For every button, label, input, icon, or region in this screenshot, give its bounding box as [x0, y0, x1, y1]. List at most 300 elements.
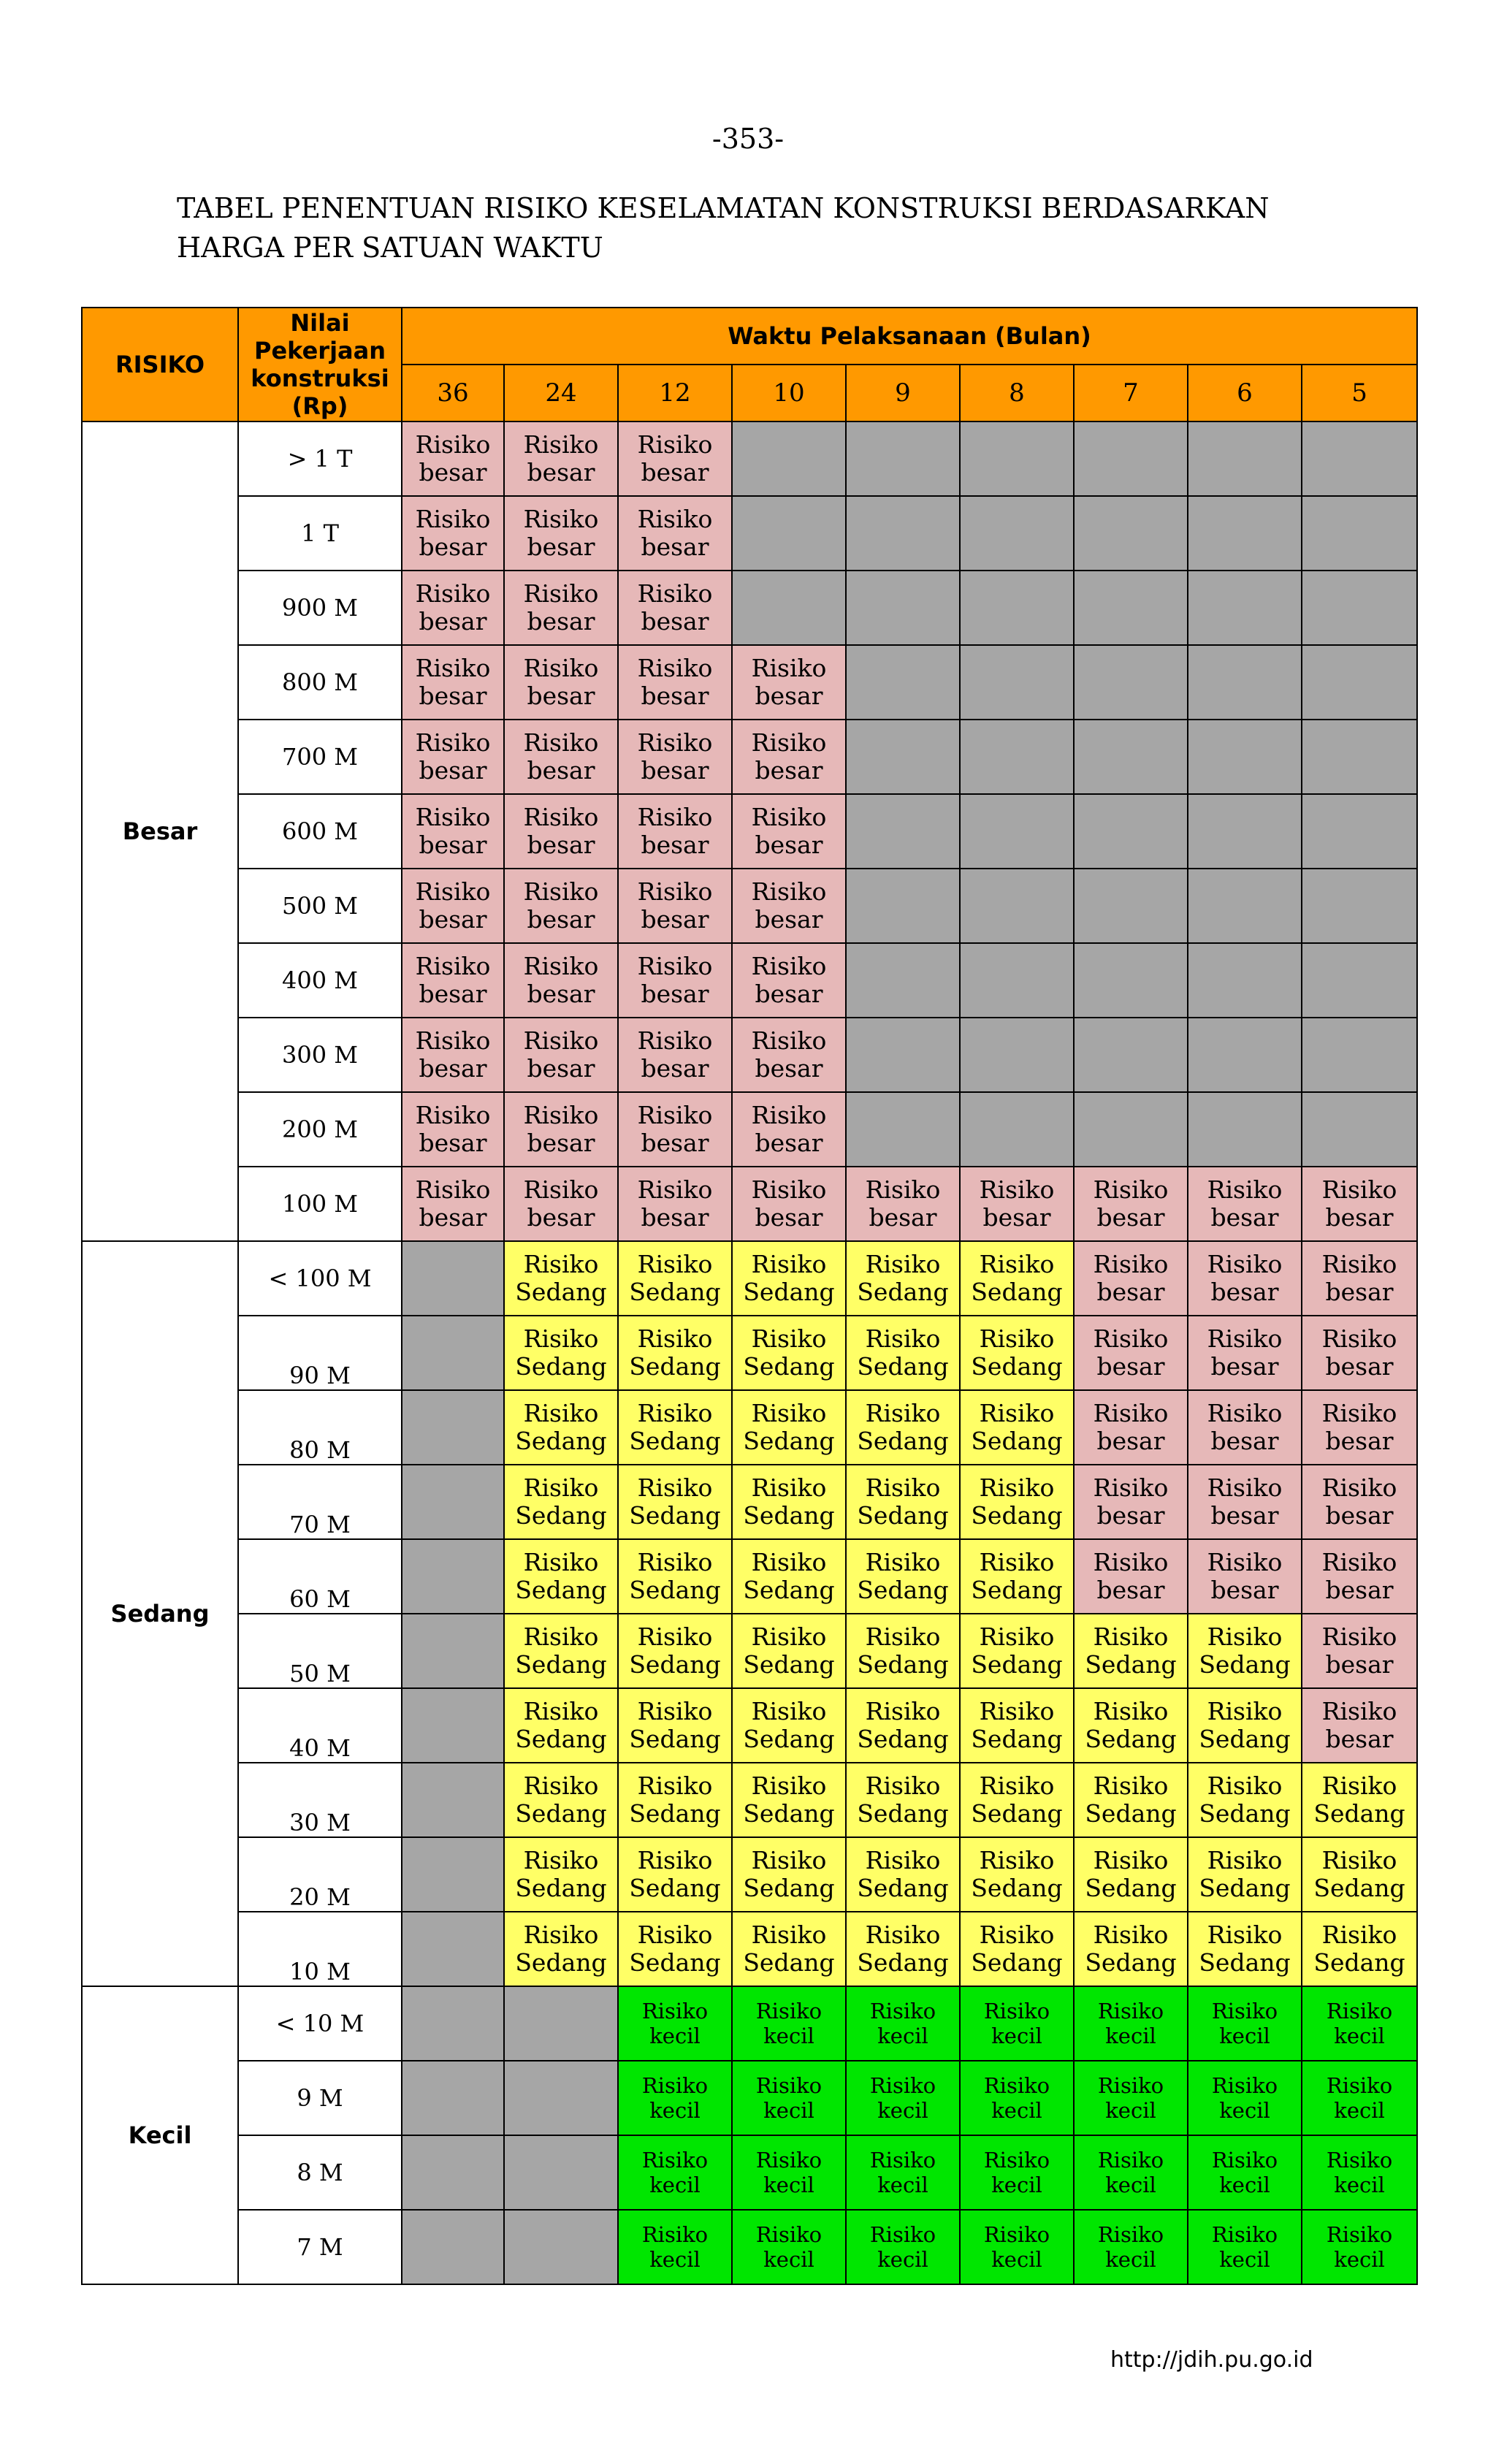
risk-cell-sedang: [846, 1912, 960, 1986]
empty-cell: [1188, 1018, 1302, 1092]
risk-cell-kecil: [1074, 2135, 1188, 2210]
risk-cell-label: Risiko besar: [523, 430, 599, 487]
risk-cell-sedang: [1074, 1912, 1188, 1986]
risk-cell-label: Risiko Sedang: [629, 1473, 721, 1530]
risk-cell-besar: [618, 645, 732, 720]
empty-cell: [1302, 1018, 1417, 1092]
risk-cell-label: Risiko besar: [637, 728, 713, 785]
empty-cell: [1188, 794, 1302, 869]
risk-cell-besar: [1188, 1390, 1302, 1465]
header-month: 5: [1302, 365, 1417, 422]
risk-cell-sedang: [846, 1614, 960, 1688]
table-row: [82, 1241, 1417, 1316]
risk-cell-label: Risiko kecil: [1326, 2148, 1393, 2197]
empty-cell: [960, 794, 1074, 869]
risk-cell-label: Risiko besar: [751, 654, 827, 710]
risk-category-sedang: Sedang: [82, 1241, 238, 1986]
empty-cell: [732, 496, 846, 571]
risk-cell-kecil: [846, 1986, 960, 2061]
risk-cell-kecil: [1188, 2135, 1302, 2210]
risk-cell-besar: [1302, 1688, 1417, 1763]
nilai-pekerjaan-cell: 70 M: [238, 1465, 402, 1539]
risk-cell-label: Risiko Sedang: [515, 1399, 607, 1455]
risk-cell-label: Risiko Sedang: [857, 1399, 949, 1455]
table-row: [82, 422, 1417, 496]
risk-cell-besar: [1302, 1465, 1417, 1539]
table-row: [82, 1465, 1417, 1539]
empty-cell: [504, 1986, 618, 2061]
risk-cell-label: Risiko besar: [751, 1175, 827, 1232]
risk-cell-label: Risiko Sedang: [857, 1771, 949, 1828]
risk-cell-sedang: [960, 1837, 1074, 1912]
nilai-pekerjaan-cell: 8 M: [238, 2135, 402, 2210]
risk-cell-label: Risiko Sedang: [971, 1846, 1063, 1902]
empty-cell: [1302, 943, 1417, 1018]
risk-cell-kecil: [960, 2135, 1074, 2210]
risk-cell-besar: [732, 869, 846, 943]
empty-cell: [1074, 645, 1188, 720]
risk-cell-sedang: [960, 1316, 1074, 1390]
risk-cell-label: Risiko besar: [1207, 1548, 1283, 1604]
risk-cell-kecil: [732, 1986, 846, 2061]
risk-cell-besar: [1074, 1465, 1188, 1539]
risk-cell-besar: [1188, 1167, 1302, 1241]
risk-cell-label: Risiko Sedang: [1199, 1697, 1291, 1753]
risk-cell-besar: [504, 571, 618, 645]
risk-cell-sedang: [960, 1465, 1074, 1539]
risk-cell-label: Risiko kecil: [1326, 2073, 1393, 2123]
risk-cell-besar: [1302, 1167, 1417, 1241]
risk-cell-label: Risiko besar: [523, 877, 599, 934]
empty-cell: [1302, 645, 1417, 720]
risk-cell-label: Risiko Sedang: [743, 1697, 835, 1753]
risk-cell-sedang: [846, 1688, 960, 1763]
nilai-pekerjaan-cell: 100 M: [238, 1167, 402, 1241]
risk-cell-label: Risiko besar: [1093, 1175, 1169, 1232]
empty-cell: [846, 943, 960, 1018]
risk-cell-label: Risiko kecil: [983, 1999, 1050, 2048]
risk-cell-label: Risiko besar: [1207, 1175, 1283, 1232]
empty-cell: [846, 571, 960, 645]
risk-cell-label: Risiko kecil: [641, 2148, 709, 2197]
risk-cell-label: Risiko Sedang: [1085, 1697, 1177, 1753]
risk-cell-sedang: [960, 1763, 1074, 1837]
risk-cell-sedang: [504, 1465, 618, 1539]
risk-cell-sedang: [504, 1837, 618, 1912]
risk-cell-besar: [402, 422, 504, 496]
empty-cell: [504, 2135, 618, 2210]
risk-cell-label: Risiko besar: [523, 1175, 599, 1232]
table-row: [82, 1092, 1417, 1167]
risk-cell-besar: [732, 1018, 846, 1092]
empty-cell: [846, 794, 960, 869]
risk-cell-sedang: [618, 1837, 732, 1912]
table-row: [82, 496, 1417, 571]
table-row: [82, 1688, 1417, 1763]
risk-cell-kecil: [732, 2135, 846, 2210]
empty-cell: [1188, 943, 1302, 1018]
nilai-pekerjaan-cell: 10 M: [238, 1912, 402, 1986]
risk-cell-label: Risiko Sedang: [1085, 1771, 1177, 1828]
empty-cell: [732, 422, 846, 496]
risk-cell-besar: [732, 1167, 846, 1241]
risk-cell-label: Risiko Sedang: [515, 1771, 607, 1828]
risk-cell-besar: [504, 1167, 618, 1241]
empty-cell: [402, 1539, 504, 1614]
risk-cell-besar: [504, 794, 618, 869]
risk-cell-label: Risiko besar: [637, 654, 713, 710]
risk-cell-label: Risiko besar: [637, 579, 713, 636]
table-row: [82, 1837, 1417, 1912]
risk-cell-label: Risiko besar: [523, 654, 599, 710]
empty-cell: [1302, 720, 1417, 794]
header-month: 10: [732, 365, 846, 422]
risk-cell-kecil: [1302, 2210, 1417, 2284]
risk-cell-label: Risiko besar: [637, 803, 713, 859]
table-row: [82, 2210, 1417, 2284]
empty-cell: [846, 422, 960, 496]
risk-cell-label: Risiko Sedang: [971, 1771, 1063, 1828]
nilai-pekerjaan-cell: 80 M: [238, 1390, 402, 1465]
risk-cell-label: Risiko kecil: [869, 2148, 936, 2197]
nilai-pekerjaan-cell: 700 M: [238, 720, 402, 794]
risk-cell-label: Risiko Sedang: [857, 1250, 949, 1306]
nilai-pekerjaan-cell: < 10 M: [238, 1986, 402, 2061]
risk-cell-sedang: [1302, 1912, 1417, 1986]
risk-cell-besar: [1074, 1316, 1188, 1390]
nilai-pekerjaan-cell: 400 M: [238, 943, 402, 1018]
risk-cell-besar: [504, 645, 618, 720]
table-row: [82, 869, 1417, 943]
risk-cell-sedang: [1302, 1837, 1417, 1912]
risk-cell-sedang: [504, 1688, 618, 1763]
risk-cell-label: Risiko besar: [637, 1026, 713, 1083]
empty-cell: [402, 2210, 504, 2284]
risk-cell-label: Risiko Sedang: [515, 1697, 607, 1753]
header-nilai-pekerjaan: Nilai Pekerjaan konstruksi (Rp): [238, 308, 402, 422]
risk-cell-label: Risiko besar: [1093, 1250, 1169, 1306]
empty-cell: [1302, 794, 1417, 869]
risk-cell-sedang: [504, 1316, 618, 1390]
risk-cell-sedang: [1074, 1837, 1188, 1912]
risk-cell-besar: [618, 943, 732, 1018]
risk-cell-label: Risiko Sedang: [743, 1622, 835, 1679]
risk-cell-besar: [732, 645, 846, 720]
risk-cell-label: Risiko besar: [523, 728, 599, 785]
risk-cell-besar: [618, 1018, 732, 1092]
risk-cell-besar: [618, 869, 732, 943]
title-line-2: HARGA PER SATUAN WAKTU: [177, 232, 603, 264]
risk-cell-kecil: [732, 2061, 846, 2135]
risk-cell-label: Risiko besar: [415, 1101, 491, 1157]
risk-cell-label: Risiko besar: [637, 505, 713, 561]
risk-cell-label: Risiko kecil: [755, 2073, 823, 2123]
empty-cell: [1074, 571, 1188, 645]
risk-cell-label: Risiko besar: [1321, 1548, 1397, 1604]
table-row: [82, 1763, 1417, 1837]
empty-cell: [402, 2061, 504, 2135]
risk-cell-sedang: [504, 1614, 618, 1688]
risk-cell-label: Risiko Sedang: [629, 1771, 721, 1828]
nilai-pekerjaan-cell: 9 M: [238, 2061, 402, 2135]
risk-cell-label: Risiko Sedang: [1085, 1622, 1177, 1679]
risk-cell-label: Risiko Sedang: [629, 1548, 721, 1604]
risk-cell-label: Risiko besar: [1093, 1548, 1169, 1604]
empty-cell: [1074, 1018, 1188, 1092]
risk-cell-label: Risiko Sedang: [857, 1473, 949, 1530]
risk-cell-besar: [618, 571, 732, 645]
risk-cell-label: Risiko besar: [415, 505, 491, 561]
risk-cell-besar: [618, 496, 732, 571]
risk-cell-label: Risiko Sedang: [629, 1622, 721, 1679]
risk-cell-kecil: [1302, 1986, 1417, 2061]
risk-cell-label: Risiko besar: [415, 579, 491, 636]
risk-cell-sedang: [504, 1241, 618, 1316]
risk-cell-besar: [1302, 1539, 1417, 1614]
page-number: -353-: [711, 123, 785, 155]
risk-cell-besar: [1074, 1241, 1188, 1316]
risk-cell-besar: [732, 794, 846, 869]
risk-cell-label: Risiko Sedang: [1085, 1846, 1177, 1902]
empty-cell: [1188, 571, 1302, 645]
risk-cell-kecil: [1188, 1986, 1302, 2061]
risk-cell-sedang: [846, 1316, 960, 1390]
table-row: [82, 1539, 1417, 1614]
risk-cell-sedang: [732, 1688, 846, 1763]
risk-cell-label: Risiko kecil: [1097, 2222, 1164, 2272]
risk-cell-label: Risiko Sedang: [857, 1324, 949, 1381]
risk-category-kecil: Kecil: [82, 1986, 238, 2284]
risk-cell-kecil: [1074, 1986, 1188, 2061]
risk-cell-sedang: [846, 1390, 960, 1465]
table-row: [82, 2061, 1417, 2135]
risk-cell-label: Risiko besar: [415, 803, 491, 859]
title-line-1: TABEL PENENTUAN RISIKO KESELAMATAN KONSTRUKSI BERDASARKAN: [177, 192, 1270, 224]
risk-cell-besar: [1302, 1390, 1417, 1465]
risk-cell-besar: [1074, 1390, 1188, 1465]
risk-cell-label: Risiko Sedang: [857, 1622, 949, 1679]
risk-cell-sedang: [618, 1763, 732, 1837]
risk-cell-sedang: [1188, 1763, 1302, 1837]
risk-cell-label: Risiko Sedang: [629, 1846, 721, 1902]
risk-cell-label: Risiko besar: [523, 952, 599, 1008]
risk-cell-kecil: [618, 1986, 732, 2061]
risk-cell-besar: [504, 869, 618, 943]
risk-cell-kecil: [618, 2135, 732, 2210]
table-row: [82, 1390, 1417, 1465]
risk-cell-label: Risiko Sedang: [971, 1622, 1063, 1679]
empty-cell: [1074, 496, 1188, 571]
empty-cell: [846, 1092, 960, 1167]
risk-cell-sedang: [618, 1241, 732, 1316]
risk-cell-besar: [504, 720, 618, 794]
empty-cell: [846, 645, 960, 720]
empty-cell: [402, 1688, 504, 1763]
risk-cell-besar: [402, 1018, 504, 1092]
empty-cell: [1302, 869, 1417, 943]
empty-cell: [1188, 496, 1302, 571]
risk-cell-label: Risiko Sedang: [1199, 1771, 1291, 1828]
risk-cell-label: Risiko Sedang: [1199, 1846, 1291, 1902]
risk-cell-kecil: [1302, 2061, 1417, 2135]
risk-cell-sedang: [1074, 1614, 1188, 1688]
risk-cell-label: Risiko Sedang: [515, 1250, 607, 1306]
risk-cell-besar: [618, 720, 732, 794]
nilai-pekerjaan-cell: 60 M: [238, 1539, 402, 1614]
risk-cell-label: Risiko kecil: [869, 2073, 936, 2123]
risk-cell-besar: [402, 645, 504, 720]
nilai-pekerjaan-cell: 300 M: [238, 1018, 402, 1092]
risk-cell-label: Risiko kecil: [755, 2148, 823, 2197]
risk-cell-label: Risiko Sedang: [971, 1399, 1063, 1455]
risk-cell-besar: [1074, 1539, 1188, 1614]
table-title: [177, 188, 1419, 267]
risk-cell-label: Risiko besar: [415, 430, 491, 487]
risk-cell-label: Risiko besar: [637, 430, 713, 487]
empty-cell: [1074, 943, 1188, 1018]
risk-cell-label: Risiko Sedang: [857, 1846, 949, 1902]
risk-cell-besar: [504, 1092, 618, 1167]
empty-cell: [504, 2061, 618, 2135]
empty-cell: [1074, 422, 1188, 496]
risk-cell-label: Risiko Sedang: [1313, 1771, 1405, 1828]
risk-cell-label: Risiko besar: [1207, 1324, 1283, 1381]
empty-cell: [960, 645, 1074, 720]
header-month: 8: [960, 365, 1074, 422]
risk-cell-besar: [1302, 1241, 1417, 1316]
table-row: [82, 1316, 1417, 1390]
risk-cell-besar: [732, 943, 846, 1018]
risk-cell-label: Risiko kecil: [983, 2222, 1050, 2272]
risk-cell-label: Risiko besar: [1093, 1324, 1169, 1381]
risk-cell-sedang: [618, 1539, 732, 1614]
risk-cell-sedang: [732, 1390, 846, 1465]
risk-cell-label: Risiko besar: [751, 1026, 827, 1083]
risk-cell-label: Risiko besar: [415, 877, 491, 934]
risk-cell-label: Risiko Sedang: [971, 1697, 1063, 1753]
risk-cell-sedang: [504, 1763, 618, 1837]
empty-cell: [1188, 869, 1302, 943]
empty-cell: [1074, 794, 1188, 869]
risk-cell-sedang: [618, 1912, 732, 1986]
risk-cell-label: Risiko Sedang: [515, 1622, 607, 1679]
risk-cell-sedang: [732, 1614, 846, 1688]
risk-cell-label: Risiko Sedang: [971, 1921, 1063, 1977]
risk-cell-label: Risiko Sedang: [743, 1473, 835, 1530]
risk-cell-label: Risiko besar: [751, 728, 827, 785]
empty-cell: [1074, 720, 1188, 794]
risk-cell-kecil: [960, 1986, 1074, 2061]
risk-cell-label: Risiko besar: [1093, 1399, 1169, 1455]
risk-cell-besar: [960, 1167, 1074, 1241]
risk-cell-label: Risiko kecil: [641, 2073, 709, 2123]
risk-cell-label: Risiko Sedang: [971, 1548, 1063, 1604]
risk-cell-kecil: [960, 2210, 1074, 2284]
header-month: 7: [1074, 365, 1188, 422]
empty-cell: [846, 496, 960, 571]
empty-cell: [402, 2135, 504, 2210]
risk-cell-besar: [1188, 1316, 1302, 1390]
risk-cell-label: Risiko Sedang: [515, 1548, 607, 1604]
risk-cell-besar: [402, 943, 504, 1018]
risk-cell-label: Risiko besar: [1321, 1250, 1397, 1306]
nilai-pekerjaan-cell: 1 T: [238, 496, 402, 571]
nilai-pekerjaan-cell: 600 M: [238, 794, 402, 869]
risk-cell-besar: [1188, 1241, 1302, 1316]
empty-cell: [960, 869, 1074, 943]
header-waktu-pelaksanaan: Waktu Pelaksanaan (Bulan): [402, 308, 1417, 365]
risk-cell-label: Risiko kecil: [755, 1999, 823, 2048]
risk-cell-kecil: [1074, 2061, 1188, 2135]
risk-cell-kecil: [732, 2210, 846, 2284]
risk-cell-label: Risiko besar: [523, 1101, 599, 1157]
empty-cell: [402, 1241, 504, 1316]
risk-cell-besar: [1188, 1465, 1302, 1539]
risk-cell-label: Risiko Sedang: [971, 1324, 1063, 1381]
risk-cell-sedang: [504, 1912, 618, 1986]
table-row: [82, 943, 1417, 1018]
risk-cell-sedang: [732, 1465, 846, 1539]
footer-url: http://jdih.pu.go.id: [1110, 2347, 1313, 2373]
risk-cell-besar: [402, 1167, 504, 1241]
risk-cell-label: Risiko Sedang: [515, 1846, 607, 1902]
risk-cell-label: Risiko Sedang: [1085, 1921, 1177, 1977]
empty-cell: [402, 1837, 504, 1912]
risk-cell-label: Risiko besar: [415, 1175, 491, 1232]
risk-cell-label: Risiko besar: [751, 803, 827, 859]
nilai-pekerjaan-cell: 40 M: [238, 1688, 402, 1763]
risk-cell-label: Risiko Sedang: [515, 1473, 607, 1530]
risk-cell-label: Risiko Sedang: [629, 1399, 721, 1455]
risk-cell-sedang: [960, 1390, 1074, 1465]
risk-cell-kecil: [1074, 2210, 1188, 2284]
risk-cell-label: Risiko Sedang: [743, 1324, 835, 1381]
risk-cell-label: Risiko kecil: [641, 1999, 709, 2048]
risk-cell-label: Risiko besar: [523, 579, 599, 636]
empty-cell: [1188, 422, 1302, 496]
risk-cell-label: Risiko besar: [1321, 1622, 1397, 1679]
risk-cell-label: Risiko kecil: [1211, 2073, 1278, 2123]
risk-cell-sedang: [846, 1837, 960, 1912]
risk-cell-besar: [1302, 1316, 1417, 1390]
risk-cell-label: Risiko besar: [1321, 1399, 1397, 1455]
risk-cell-sedang: [618, 1465, 732, 1539]
risk-cell-label: Risiko kecil: [1097, 2073, 1164, 2123]
risk-cell-label: Risiko Sedang: [629, 1921, 721, 1977]
table-row: [82, 1912, 1417, 1986]
risk-cell-label: Risiko Sedang: [515, 1324, 607, 1381]
risk-cell-label: Risiko Sedang: [629, 1697, 721, 1753]
empty-cell: [1074, 869, 1188, 943]
empty-cell: [1302, 496, 1417, 571]
risk-cell-besar: [846, 1167, 960, 1241]
empty-cell: [960, 422, 1074, 496]
risk-cell-label: Risiko Sedang: [857, 1921, 949, 1977]
nilai-pekerjaan-cell: 90 M: [238, 1316, 402, 1390]
nilai-pekerjaan-cell: < 100 M: [238, 1241, 402, 1316]
risk-cell-label: Risiko besar: [637, 1175, 713, 1232]
risk-cell-label: Risiko kecil: [983, 2073, 1050, 2123]
risk-cell-label: Risiko Sedang: [971, 1473, 1063, 1530]
risk-cell-label: Risiko Sedang: [743, 1250, 835, 1306]
risk-cell-sedang: [732, 1837, 846, 1912]
risk-cell-sedang: [1188, 1912, 1302, 1986]
nilai-pekerjaan-cell: > 1 T: [238, 422, 402, 496]
nilai-pekerjaan-cell: 900 M: [238, 571, 402, 645]
risk-table: [81, 307, 1418, 2285]
risk-cell-label: Risiko besar: [1207, 1399, 1283, 1455]
empty-cell: [846, 869, 960, 943]
